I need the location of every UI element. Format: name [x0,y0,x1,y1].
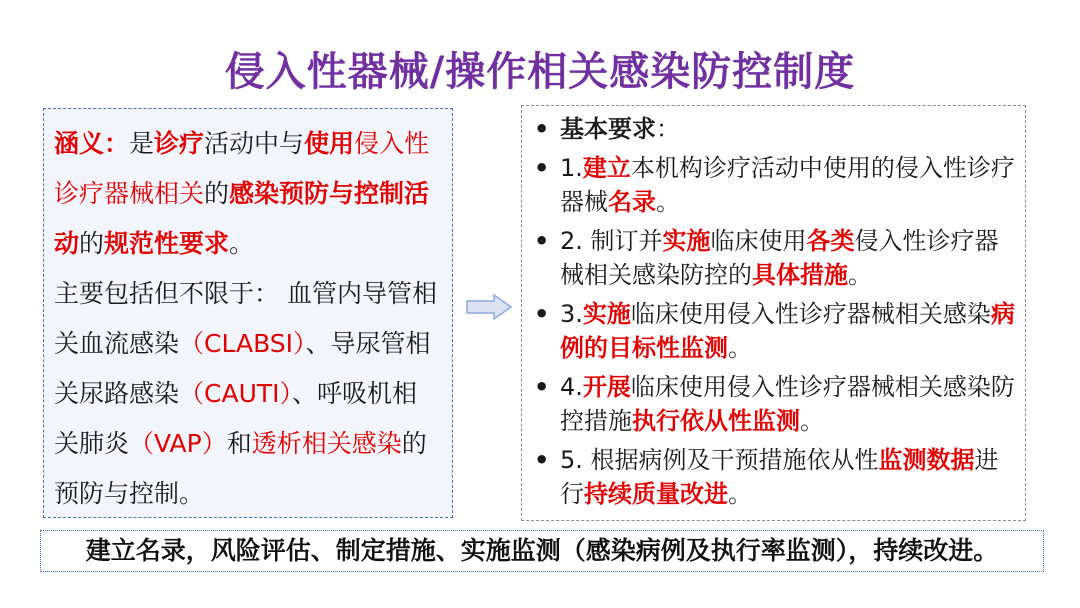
requirements-list [534,112,1017,511]
text-run: 活动中与 [204,129,305,158]
bullet-icon: • [534,446,550,474]
text-run: （VAP） [129,429,227,458]
text-run: 本机构诊疗活动中使用的侵入性诊疗器械 [560,154,1015,216]
text-run: 主要包括但不限于： 血管内导管相关血流感染 [54,279,437,358]
text-run: 侵入性诊疗器械相关感染防控的 [560,227,999,289]
text-run: 规范性要求 [104,229,230,258]
text-run: 。 [800,407,824,435]
text-run: 。 [728,480,752,508]
text-run: 临床使用侵入性诊疗器械相关感染 [630,300,991,328]
requirement-item [534,370,1017,438]
text-run: 2. 制订并 [560,227,663,255]
text-run: 的 [79,229,105,258]
text-run: 各类 [806,227,855,255]
text-run: 监测数据 [878,446,975,474]
text-run: 具体措施 [752,261,848,289]
text-run: 。 [848,261,872,289]
text-run: 感染预防与控制活动 [54,179,430,258]
text-run: 5. 根据病例及干预措施依从性 [560,446,879,474]
text-run: （CAUTI） [179,379,293,408]
text-run: 、呼吸机相关肺炎 [54,379,418,458]
text-run: 临床使用 [710,227,807,255]
text-run: 的预防与控制。 [54,429,427,508]
text-run: 的 [204,179,230,208]
text-run: ： [656,115,680,143]
text-run: 基本要求 [560,115,656,143]
text-run: 实施 [582,300,631,328]
text-run: 名录 [608,188,656,216]
page-title: 侵入性器械/操作相关感染防控制度 [224,49,856,95]
requirement-item [534,297,1017,365]
text-run: 诊疗 [154,129,205,158]
text-run: 建立 [582,154,631,182]
text-run: 涵义： [54,129,130,158]
text-run: 、导尿管相关尿路感染 [54,329,431,408]
bullet-icon: • [534,115,550,143]
summary-banner: 建立名录，风险评估、制定措施、实施监测（感染病例及执行率监测），持续改进。 [40,530,1044,572]
text-run: 是 [129,129,155,158]
text-run: 。 [728,334,752,362]
bullet-icon: • [534,373,550,401]
text-run: 使用 [304,129,355,158]
text-run: 病例的目标性监测 [560,300,1015,362]
text-run: 开展 [582,373,631,401]
text-run: 持续质量改进 [584,480,728,508]
text-run: 。 [229,229,255,258]
text-run: 和 [226,429,252,458]
definition-box [43,108,453,518]
text-run: 透析相关感染 [251,429,402,458]
text-run: 进行 [560,446,999,508]
definition-paragraph [54,119,442,269]
text-run: 3. [560,300,583,328]
requirement-item [534,443,1017,511]
requirement-item [534,112,1017,146]
scope-paragraph [54,269,442,519]
text-run: 侵入性诊疗器械相关 [54,129,430,208]
text-run: 1. [560,154,583,182]
text-run: 4. [560,373,583,401]
bullet-icon: • [534,227,550,255]
right-arrow-icon [466,294,512,324]
text-run: 。 [656,188,680,216]
bullet-icon: • [534,300,550,328]
text-run: （CLABSI） [179,329,306,358]
bullet-icon: • [534,154,550,182]
text-run: 执行依从性监测 [632,407,800,435]
text-run: 实施 [662,227,711,255]
requirement-item [534,151,1017,219]
requirement-item [534,224,1017,292]
text-run: 临床使用侵入性诊疗器械相关感染防控措施 [560,373,1015,435]
requirements-box [521,105,1026,521]
